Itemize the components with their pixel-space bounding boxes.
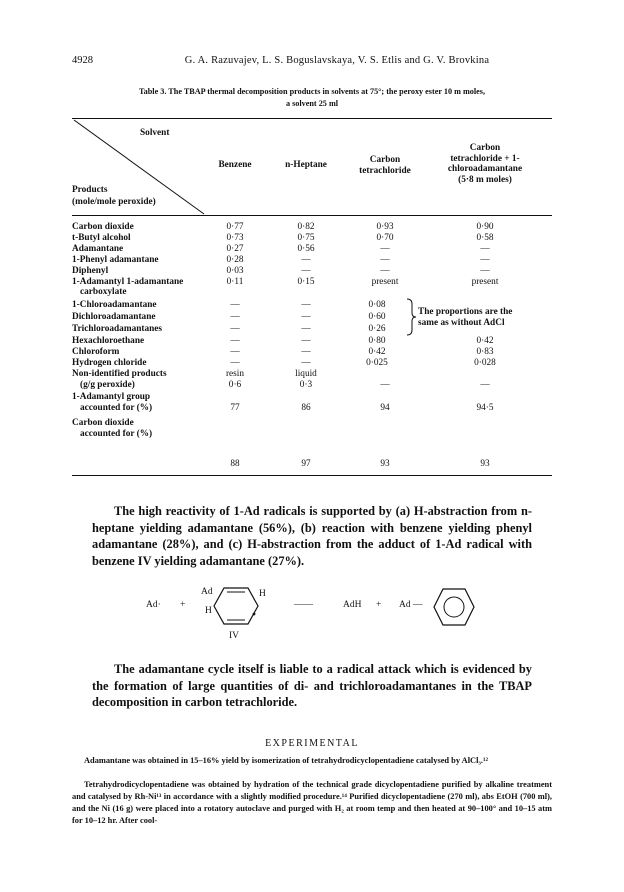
row-label: Trichloroadamantanes bbox=[72, 324, 163, 334]
cell-ccl4: — bbox=[380, 380, 390, 390]
cell-heptane: 0·75 bbox=[297, 233, 315, 243]
col-header-benzene: Benzene bbox=[218, 160, 252, 170]
row-label: Adamantane bbox=[72, 244, 124, 254]
cell-mix: present bbox=[471, 277, 499, 287]
right-brace bbox=[405, 298, 417, 336]
scheme-plus-2: + bbox=[376, 600, 382, 610]
cell-benzene: 0·73 bbox=[226, 233, 244, 243]
table-caption-line1: Table 3. The TBAP thermal decomposition products in solvents at 75°; the peroxy ester 10 m moles, bbox=[138, 87, 486, 96]
scheme-plus-1: + bbox=[180, 600, 186, 610]
cell-ccl4: present bbox=[371, 277, 399, 287]
cell-heptane: 0·15 bbox=[297, 277, 315, 287]
authors: G. A. Razuvajev, L. S. Boguslavskaya, V. S. Etlis and G. V. Brovkina bbox=[184, 55, 490, 66]
row-label: Diphenyl bbox=[72, 266, 109, 276]
cell-heptane: — bbox=[301, 347, 311, 357]
cell-mix: 93 bbox=[480, 459, 490, 469]
cell-heptane: — bbox=[301, 255, 311, 265]
col-header-ccl4 bbox=[345, 155, 425, 176]
cell-ccl4: 94 bbox=[380, 403, 390, 413]
scheme-sub-h2: H bbox=[259, 589, 266, 599]
col-header-mix-line3: chloroadamantane bbox=[447, 164, 523, 174]
col-header-heptane: n-Heptane bbox=[285, 160, 327, 170]
cell-benzene: — bbox=[230, 347, 240, 357]
cell-heptane: — bbox=[301, 266, 311, 276]
corner-products-label: Products bbox=[72, 185, 108, 195]
row-label: Carbon dioxide bbox=[72, 418, 134, 428]
benzene-ring bbox=[432, 586, 476, 628]
table-caption bbox=[72, 86, 552, 110]
cell-ccl4: 0·80 bbox=[368, 336, 386, 346]
row-label-cont: carboxylate bbox=[80, 287, 127, 297]
cell-benzene: 0·03 bbox=[226, 266, 244, 276]
cyclohexadienyl-ring bbox=[212, 584, 262, 630]
corner-solvent-label: Solvent bbox=[140, 128, 170, 138]
scheme-adh: AdH bbox=[343, 600, 362, 610]
scheme-arrow: —— bbox=[294, 600, 313, 610]
col-header-mix-line2: tetrachloride + 1- bbox=[450, 153, 520, 164]
running-header bbox=[72, 55, 552, 66]
cell-mix: — bbox=[480, 266, 490, 276]
brace-note-line2: same as without AdCl bbox=[418, 317, 505, 328]
cell-mix: 0·42 bbox=[476, 336, 494, 346]
cell-ccl4: 0·26 bbox=[368, 324, 386, 334]
cell-mix: 0·90 bbox=[476, 222, 494, 232]
experimental-paragraph-1: Adamantane was obtained in 15–16% yield by isomerization of tetrahydrodicyclopentadiene catalysed by AlCl₃.¹² bbox=[84, 756, 489, 765]
cell-ccl4: 0·93 bbox=[376, 222, 394, 232]
cell-heptane: — bbox=[301, 312, 311, 322]
cell-ccl4: 93 bbox=[380, 459, 390, 469]
row-label: t-Butyl alcohol bbox=[72, 233, 131, 243]
cell-benzene: 0·77 bbox=[226, 222, 244, 232]
cell-benzene: — bbox=[230, 324, 240, 334]
corner-unit-label: (mole/mole peroxide) bbox=[72, 197, 156, 207]
body-paragraph-2: The adamantane cycle itself is liable to a radical attack which is evidenced by the formation of large quantities of di- and trichloroadamantanes in the TBAP decomposition in carbon tetrachloride. bbox=[92, 662, 532, 709]
cell-ccl4: — bbox=[380, 255, 390, 265]
col-header-mix-line4: (5·8 m moles) bbox=[458, 174, 512, 185]
cell-benzene: — bbox=[230, 336, 240, 346]
cell-heptane: 0·82 bbox=[297, 222, 315, 232]
table-caption-line2: a solvent 25 ml bbox=[285, 99, 339, 108]
cell-ccl4: 0·42 bbox=[368, 347, 386, 357]
cell-ccl4: 0·60 bbox=[368, 312, 386, 322]
cell-benzene: 0·11 bbox=[226, 277, 244, 287]
cell-mix: — bbox=[480, 380, 490, 390]
cell-mix: 0·028 bbox=[474, 358, 496, 368]
cell-benzene: — bbox=[230, 300, 240, 310]
brace-note-line1: The proportions are the bbox=[418, 307, 513, 317]
cell-benzene: 88 bbox=[230, 459, 240, 469]
scheme-sub-h1: H bbox=[205, 606, 212, 616]
col-header-ccl4-line2: tetrachloride bbox=[359, 165, 411, 176]
row-label: Hexachloroethane bbox=[72, 336, 145, 346]
row-label-cont: accounted for (%) bbox=[80, 403, 153, 413]
scheme-sub-ad: Ad bbox=[201, 587, 213, 597]
row-label: 1-Chloroadamantane bbox=[72, 300, 157, 310]
cell-benzene: 0·27 bbox=[226, 244, 244, 254]
row-label-cont: (g/g peroxide) bbox=[80, 380, 135, 390]
cell-benzene: 0·28 bbox=[226, 255, 244, 265]
row-label: Hydrogen chloride bbox=[72, 358, 147, 368]
cell-mix: — bbox=[480, 244, 490, 254]
cell-benzene: — bbox=[230, 358, 240, 368]
row-label: Carbon dioxide bbox=[72, 222, 134, 232]
cell-ccl4: — bbox=[380, 244, 390, 254]
cell-ccl4: 0·70 bbox=[376, 233, 394, 243]
scheme-label-iv: IV bbox=[229, 631, 240, 641]
col-header-mix bbox=[420, 143, 550, 185]
cell-heptane: — bbox=[301, 358, 311, 368]
cell-heptane: 0·56 bbox=[297, 244, 315, 254]
cell-mix: — bbox=[480, 255, 490, 265]
row-label: 1-Phenyl adamantane bbox=[72, 255, 159, 265]
col-header-ccl4-line1: Carbon bbox=[369, 155, 401, 165]
cell-heptane: 97 bbox=[301, 459, 311, 469]
row-label: Chloroform bbox=[72, 347, 120, 357]
experimental-paragraph-2: Tetrahydrodicyclopentadiene was obtained by hydration of the technical grade dicyclopentadiene purified by alkaline treatment and catalysed by Rh-Ni¹³ in accordance with a slightly modified procedure.¹⁴ Purified dicyclopentadiene (270 ml), abs EtOH (700 ml), and the Ni (16 g) were placed into a rotatory autoclave and purged with H₂ at room temp and then heated at 90–100° and 10–15 atm for 10–12 hr. After cool- bbox=[72, 780, 552, 825]
cell-benzene: — bbox=[230, 312, 240, 322]
cell-heptane: — bbox=[301, 300, 311, 310]
cell-heptane: — bbox=[301, 324, 311, 334]
table-bottom-rule bbox=[72, 475, 552, 476]
row-label-cont: accounted for (%) bbox=[80, 429, 153, 439]
cell-heptane: 86 bbox=[301, 403, 311, 413]
cell-mix: 94·5 bbox=[476, 403, 494, 413]
row-label: 1-Adamantyl group bbox=[72, 392, 151, 402]
page-number: 4928 bbox=[72, 55, 93, 66]
brace-note bbox=[418, 307, 512, 328]
cell-heptane: liquid bbox=[295, 369, 317, 379]
row-label: Dichloroadamantane bbox=[72, 312, 156, 322]
cell-benzene: resin bbox=[225, 369, 245, 379]
cell-mix: 0·58 bbox=[476, 233, 494, 243]
cell-benzene-cont: 0·6 bbox=[228, 380, 242, 390]
scheme-ad-dash: Ad — bbox=[399, 600, 423, 610]
cell-heptane: — bbox=[301, 336, 311, 346]
row-label: Non-identified products bbox=[72, 369, 167, 379]
cell-mix: 0·83 bbox=[476, 347, 494, 357]
body-paragraph-1: The high reactivity of 1-Ad radicals is supported by (a) H-abstraction from n-heptane yielding adamantane (56%), (b) reaction with benzene yielding phenyl adamantane (28%), and (c) H-abstraction from the adduct of 1-Ad radical with benzene IV yielding adamantane (27%). bbox=[92, 504, 532, 568]
row-label: 1-Adamantyl 1-adamantane bbox=[72, 277, 184, 287]
cell-benzene: 77 bbox=[230, 403, 240, 413]
col-header-mix-line1: Carbon bbox=[469, 143, 501, 153]
cell-ccl4: 0·025 bbox=[366, 358, 388, 368]
cell-ccl4: — bbox=[380, 266, 390, 276]
cell-heptane-cont: 0·3 bbox=[299, 380, 313, 390]
section-heading-experimental: EXPERIMENTAL bbox=[265, 738, 359, 749]
scheme-ad-radical: Ad· bbox=[146, 600, 161, 610]
cell-ccl4: 0·08 bbox=[368, 300, 386, 310]
